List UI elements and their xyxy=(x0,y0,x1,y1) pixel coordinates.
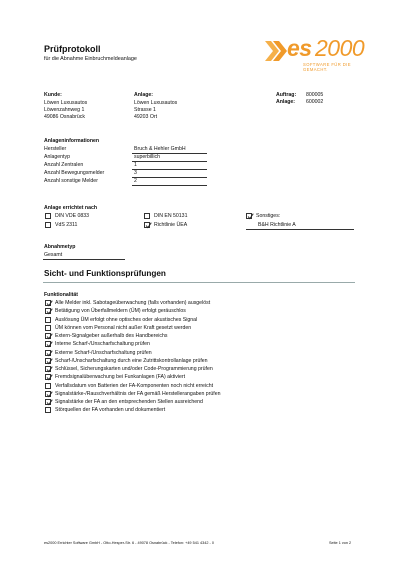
kunde-line: Löwen Luxusautos xyxy=(44,100,88,106)
logo-chevron-icon xyxy=(265,41,287,61)
anlage-line: 49203 Ort xyxy=(134,114,158,120)
check-item-checkbox[interactable] xyxy=(45,366,51,372)
check-item-checkbox[interactable] xyxy=(45,325,51,331)
info-underline xyxy=(132,185,207,186)
check-item-label: Schlüssel, Sicherungskarten und/oder Code-Programmierung prüfen xyxy=(55,366,213,372)
abnahmetyp-value: Gesamt xyxy=(44,252,63,258)
logo-text-es: es xyxy=(287,35,312,61)
info-value: superbillich xyxy=(134,154,160,160)
check-item-checkbox[interactable] xyxy=(45,358,51,364)
abnahmetyp-heading: Abnahmetyp xyxy=(44,244,76,250)
info-value: 1 xyxy=(134,162,137,168)
kunde-line: Löwenzahnweg 1 xyxy=(44,107,85,113)
check-item-label: Externe Scharf-/Unscharfschaltung prüfen xyxy=(55,349,152,356)
checkmark-icon xyxy=(46,391,53,398)
checkbox-din-en-50131[interactable] xyxy=(144,213,150,219)
check-item-checkbox[interactable] xyxy=(45,407,51,413)
document-title: Prüfprotokoll xyxy=(44,44,101,54)
info-label: Anzahl sonstige Melder xyxy=(44,178,98,184)
info-label: Hersteller xyxy=(44,146,67,152)
footer-page: Seite 1 von 2 xyxy=(329,541,352,545)
footer-company: es2000 Errichter Software GmbH - Otto-Hesper-Str. 6 - 49078 Osnabrück - Telefon: +49 541 4342 - 0 xyxy=(44,541,214,545)
checkmark-icon xyxy=(46,300,53,307)
info-label: Anzahl Bewegungsmelder xyxy=(44,170,105,176)
anlage-line: Löwen Luxusautos xyxy=(134,100,178,106)
check-item-label: Verfallsdatum von Batterien der FA-Komponenten noch nicht erreicht xyxy=(55,382,214,389)
anlage-line: Strasse 1 xyxy=(134,107,156,113)
option-label: DIN VDE 0833 xyxy=(55,213,90,219)
kunde-line: 49086 Osnabrück xyxy=(44,114,85,120)
check-item-label: Betätigung von Überfallmeldern (ÜM) erfolgt geräuschlos xyxy=(55,308,186,315)
check-item-label: Scharf-/Unscharfschaltung durch eine Zutrittskontrollanlage prüfen xyxy=(55,357,208,364)
checkmark-icon xyxy=(247,213,254,220)
auftrag-label: Auftrag: xyxy=(276,92,297,98)
checkbox-vds-2311[interactable] xyxy=(45,222,51,228)
checkmark-icon xyxy=(46,350,53,357)
check-item-checkbox[interactable] xyxy=(45,399,51,405)
anlage-nr-label: Anlage: xyxy=(276,99,296,105)
info-underline xyxy=(132,161,207,162)
option-label: VdS 2311 xyxy=(55,222,78,228)
check-item-label: ÜM können vom Personal nicht außer Kraft gesetzt werden xyxy=(55,324,192,331)
check-item-checkbox[interactable] xyxy=(45,391,51,397)
anlage-label: Anlage: xyxy=(134,92,154,98)
option-label: Richtlinie ÜEA xyxy=(154,222,188,228)
option-label: Sonstiges: xyxy=(256,213,281,219)
logo-tagline: SOFTWARE FÜR DIE GEMACHT. xyxy=(303,62,351,72)
check-item-checkbox[interactable] xyxy=(45,383,51,389)
check-item-checkbox[interactable] xyxy=(45,300,51,306)
check-item-label: Extern-Signalgeber außerhalb des Handbereichs xyxy=(55,333,168,339)
option-label: DIN EN 50131 xyxy=(154,213,188,219)
info-label: Anlagentyp xyxy=(44,154,70,160)
check-item-label: Alle Melder inkl. Sabotageüberwachung (falls vorhanden) ausgelöst xyxy=(55,300,211,306)
info-underline xyxy=(132,177,207,178)
funktionalitaet-heading: Funktionalität xyxy=(44,292,79,298)
document-subtitle: für die Abnahme Einbruchmeldeanlage xyxy=(44,56,137,62)
check-item-label: Signalstärke der FA an den entsprechenden Stellen ausreichend xyxy=(55,399,203,405)
check-item-checkbox[interactable] xyxy=(45,341,51,347)
checkmark-icon xyxy=(145,222,152,229)
check-item-checkbox[interactable] xyxy=(45,350,51,356)
checkbox-sonstiges[interactable] xyxy=(246,213,252,219)
sonstiges-value: B&H Richtlinie A xyxy=(258,222,296,228)
kunde-label: Kunde: xyxy=(44,92,62,98)
check-item-checkbox[interactable] xyxy=(45,333,51,339)
auftrag-value: 800005 xyxy=(306,92,324,98)
checkmark-icon xyxy=(46,308,53,315)
section-divider xyxy=(43,282,355,283)
sonstiges-underline xyxy=(246,229,354,230)
info-value: Bruch & Hehler GmbH xyxy=(134,146,186,152)
anlage-nr-value: 600002 xyxy=(306,99,324,105)
info-label: Anzahl Zentralen xyxy=(44,162,84,168)
check-item-label: Fremdsignalüberwachung bei Funkanlagen (FA) aktiviert xyxy=(55,374,186,381)
check-item-label: Auslösung ÜM erfolgt ohne optisches oder akustisches Signal xyxy=(55,316,198,323)
checkmark-icon xyxy=(46,399,53,406)
check-item-checkbox[interactable] xyxy=(45,374,51,380)
checkmark-icon xyxy=(46,358,53,365)
logo-text-2000: 2000 xyxy=(315,35,365,61)
info-value: 3 xyxy=(134,170,137,176)
checkmark-icon xyxy=(46,341,53,348)
check-item-label: Störquellen der FA vorhanden und dokumentiert xyxy=(55,407,166,414)
abnahmetyp-underline xyxy=(43,259,125,260)
check-item-label: Signalstärke-/Rauschverhältnis der FA gemäß Herstellerangaben prüfen xyxy=(55,390,221,397)
company-logo xyxy=(265,35,365,75)
info-underline xyxy=(132,169,207,170)
check-item-checkbox[interactable] xyxy=(45,308,51,314)
check-item-checkbox[interactable] xyxy=(45,317,51,323)
checkbox-richtlinie-uea[interactable] xyxy=(144,222,150,228)
check-item-label: Interne Scharf-/Unscharfschaltung prüfen xyxy=(55,341,150,348)
pruefungen-heading: Sicht- und Funktionsprüfungen xyxy=(44,269,166,278)
checkmark-icon xyxy=(46,366,53,373)
checkmark-icon xyxy=(46,333,53,340)
anlageninfo-heading: Anlageninformationen xyxy=(44,138,100,144)
checkbox-din-vde-0833[interactable] xyxy=(45,213,51,219)
info-value: 2 xyxy=(134,178,137,184)
errichtet-heading: Anlage errichtet nach xyxy=(44,205,98,211)
checkmark-icon xyxy=(46,374,53,381)
